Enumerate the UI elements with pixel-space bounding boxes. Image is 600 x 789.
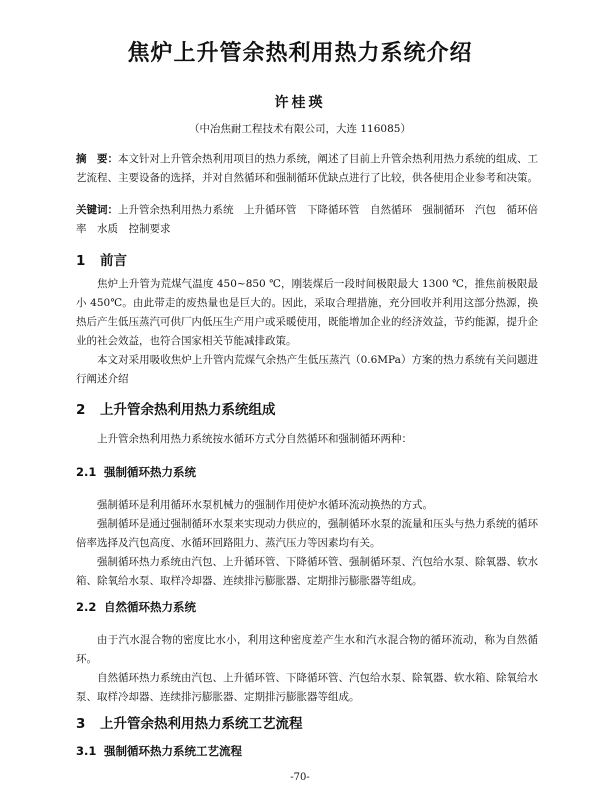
subsection-title: 强制循环热力系统	[104, 465, 196, 479]
keywords-text: 上升管余热利用热力系统 上升循环管 下降循环管 自然循环 强制循环 汽包 循环倍率 水质 控制要求	[76, 204, 538, 235]
paper-title: 焦炉上升管余热利用热力系统介绍	[127, 41, 473, 66]
keywords-label: 关键词：	[76, 204, 118, 216]
section-1-heading	[76, 249, 127, 269]
subsection-number: 2.1	[76, 465, 97, 479]
affiliation: （中冶焦耐工程技术有限公司，大连 116085）	[189, 123, 411, 135]
section-1-paragraph-2: 本文对采用吸收焦炉上升管内荒煤气余热产生低压蒸汽（0.6MPa）方案的热力系统有关问题进行阐述介绍	[76, 354, 538, 385]
section-title: 上升管余热利用热力系统组成	[100, 402, 276, 418]
subsection-2-2-paragraph-2: 自然循环热力系统由汽包、上升循环管、下降循环管、汽包给水泵、除氧器、软水箱、除氧给水泵、取样冷却器、连续排污膨胀器、定期排污膨胀器等组成。	[76, 672, 538, 703]
section-number: 2	[76, 402, 86, 418]
subsection-title: 自然循环热力系统	[104, 600, 196, 614]
subsection-2-2-heading	[76, 599, 196, 615]
subsection-2-1-paragraph-2: 强制循环是通过强制循环水泵来实现动力供应的，强制循环水泵的流量和压头与热力系统的循环倍率选择及汽包高度、水循环回路阻力、蒸汽压力等因素均有关。	[76, 518, 538, 549]
subsection-2-1-paragraph-3: 强制循环热力系统由汽包、上升循环管、下降循环管、强制循环泵、汽包给水泵、除氧器、软水箱、除氧给水泵、取样冷却器、连续排污膨胀器、定期排污膨胀器等组成。	[76, 556, 538, 587]
subsection-number: 3.1	[76, 744, 97, 758]
keywords	[76, 201, 538, 239]
subsection-title: 强制循环热力系统工艺流程	[104, 744, 242, 758]
section-title: 前言	[100, 253, 127, 269]
subsection-2-1-heading	[76, 464, 196, 480]
subsection-2-1-paragraph-1: 强制循环是利用循环水泵机械力的强制作用使炉水循环流动换热的方式。	[97, 499, 433, 511]
section-2-paragraph-1: 上升管余热利用热力系统按水循环方式分自然循环和强制循环两种：	[97, 433, 412, 445]
abstract	[76, 150, 538, 188]
page-number: -70-	[290, 772, 310, 783]
abstract-text: 本文针对上升管余热利用项目的热力系统，阐述了目前上升管余热利用热力系统的组成、工艺流程、主要设备的选择，并对自然循环和强制循环优缺点进行了比较，供各使用企业参考和决策。	[76, 153, 538, 184]
section-number: 3	[76, 716, 86, 732]
section-number: 1	[76, 253, 86, 269]
subsection-3-1-heading	[76, 743, 242, 759]
subsection-number: 2.2	[76, 600, 97, 614]
author-name: 许桂瑛	[274, 95, 326, 111]
subsection-2-2-paragraph-1: 由于汽水混合物的密度比水小，利用这种密度差产生水和汽水混合物的循环流动，称为自然循环。	[76, 634, 538, 665]
abstract-label: 摘 要：	[76, 153, 118, 165]
section-title: 上升管余热利用热力系统工艺流程	[100, 716, 303, 732]
section-3-heading	[76, 712, 303, 732]
section-1-paragraph-1: 焦炉上升管为荒煤气温度 450~850 ℃，刚装煤后一段时间极限最大 1300 ℃，推焦前极限最小 450℃。由此带走的废热量也是巨大的。因此，采取合理措施，充分回收并利用这部分热源，换热后产生低压蒸汽可供厂内低压生产用户或采暖使用，既能增加企业的经济效益，节约能源，提升企业的社会效益，也符合国家相关节能减排政策。	[76, 278, 538, 347]
section-2-heading	[76, 398, 276, 418]
